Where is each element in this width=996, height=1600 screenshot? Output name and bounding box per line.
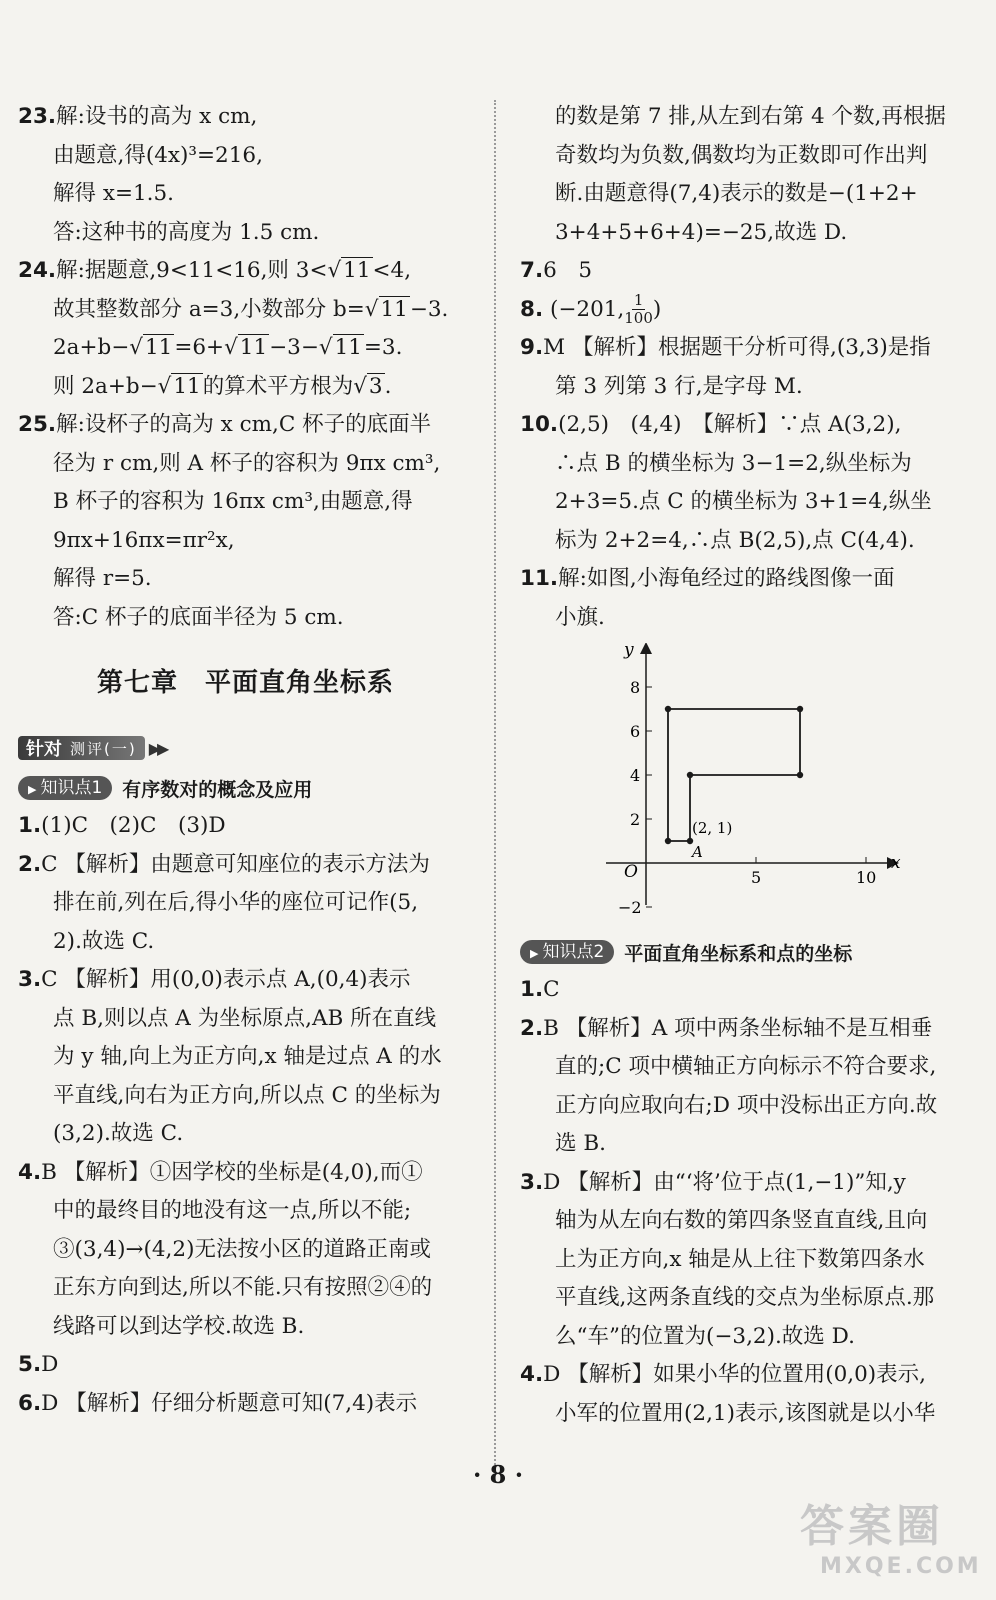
answer-text: 解得 x=1.5. bbox=[53, 181, 175, 206]
answer-line bbox=[520, 483, 975, 522]
answer-text: M 【解析】根据题干分析可得,(3,3)是指 bbox=[543, 335, 931, 360]
answer-line bbox=[520, 971, 975, 1010]
answer-text: C 【解析】由题意可知座位的表示方法为 bbox=[41, 851, 430, 877]
answer-line bbox=[520, 522, 975, 561]
answer-text: 排在前,列在后,得小华的座位可记作(5, bbox=[53, 890, 419, 915]
question-number: 1. bbox=[520, 977, 544, 1002]
answer-text: 答:C 杯子的底面半径为 5 cm. bbox=[53, 604, 344, 630]
double-arrow-icon: ▶▶ bbox=[148, 738, 166, 758]
answer-text: 标为 2+2=4,∴点 B(2,5),点 C(4,4). bbox=[555, 527, 915, 553]
answer-text: 3+4+5+6+4)=−25,故选 D. bbox=[555, 219, 848, 245]
answer-line bbox=[18, 884, 473, 923]
answer-text: 6 5 bbox=[543, 258, 592, 283]
answer-text: D 【解析】如果小华的位置用(0,0)表示, bbox=[543, 1362, 927, 1387]
answer-line bbox=[520, 1010, 975, 1049]
answer-text: 解得 r=5. bbox=[53, 566, 152, 591]
origin-label: O bbox=[624, 862, 638, 882]
y-axis-label: y bbox=[624, 643, 634, 660]
answer-line bbox=[18, 1000, 473, 1039]
answers-23 bbox=[18, 98, 473, 252]
column-divider bbox=[494, 100, 496, 1465]
y-tick-label: 6 bbox=[630, 722, 641, 741]
question-number: 2. bbox=[520, 1015, 544, 1041]
question-number: 7. bbox=[520, 258, 544, 283]
answer-line bbox=[18, 1038, 473, 1077]
answer-text: 答:这种书的高度为 1.5 cm. bbox=[53, 219, 320, 245]
question-number: 4. bbox=[520, 1362, 544, 1387]
answer-line bbox=[18, 1154, 473, 1193]
question-number: 5. bbox=[18, 1352, 42, 1377]
answers-kp2 bbox=[520, 971, 975, 1433]
answer-24 bbox=[18, 252, 473, 406]
answer-line bbox=[18, 1385, 473, 1424]
answer-text: 直的;C 项中横轴正方向标示不符合要求, bbox=[555, 1054, 937, 1079]
x-tick-label: 5 bbox=[751, 868, 762, 887]
answer-line bbox=[520, 137, 975, 176]
answer-line bbox=[520, 406, 975, 445]
knowledge-point-1: ▶ 知识点1 有序数对的概念及应用 bbox=[18, 769, 473, 807]
answer-text: 2+3=5.点 C 的横坐标为 3+1=4,纵坐 bbox=[555, 489, 932, 514]
answer-text: 中的最终目的地没有这一点,所以不能; bbox=[53, 1198, 412, 1223]
section-banner bbox=[18, 731, 473, 765]
answer-text: 平直线,向右为正方向,所以点 C 的坐标为 bbox=[53, 1082, 441, 1108]
answers-kp1 bbox=[18, 807, 473, 1423]
answer-text: 点 B,则以点 A 为坐标原点,AB 所在直线 bbox=[53, 1005, 437, 1031]
question-number: 1. bbox=[18, 813, 42, 838]
answer-line bbox=[520, 1318, 975, 1357]
answer-text: 第 3 列第 3 行,是字母 M. bbox=[555, 373, 803, 399]
y-tick-label: −2 bbox=[618, 898, 642, 917]
answer-line bbox=[18, 560, 473, 599]
answer-line bbox=[520, 1279, 975, 1318]
answer-text: D 【解析】仔细分析题意可知(7,4)表示 bbox=[41, 1390, 418, 1416]
coordinate-plane bbox=[606, 643, 906, 931]
answer-text: 为 y 轴,向上为正方向,x 轴是过点 A 的水 bbox=[53, 1044, 442, 1069]
answer-text: D bbox=[41, 1352, 59, 1377]
point-name-label: A bbox=[692, 843, 703, 861]
answer-line bbox=[520, 1048, 975, 1087]
answer-line bbox=[18, 1077, 473, 1116]
x-axis-label: x bbox=[891, 853, 901, 873]
answer-text: 正方向应取向右;D 项中没标出正方向.故 bbox=[555, 1092, 938, 1118]
question-number: 3. bbox=[18, 967, 42, 992]
answer-line: 2a+b−√11=6+√11−3−√11=3. bbox=[53, 335, 403, 360]
answer-line bbox=[18, 214, 473, 253]
answer-line bbox=[18, 137, 473, 176]
answer-line bbox=[520, 445, 975, 484]
answers-9-11 bbox=[520, 329, 975, 637]
answer-text: (2,5) (4,4) 【解析】∵点 A(3,2), bbox=[558, 412, 902, 437]
answer-text: 小旗. bbox=[555, 604, 605, 630]
answer-line bbox=[18, 923, 473, 962]
turtle-path-graph bbox=[606, 643, 975, 933]
answer-line bbox=[18, 522, 473, 561]
answer-text: 径为 r cm,则 A 杯子的容积为 9πx cm³, bbox=[53, 450, 441, 476]
answer-text: 选 B. bbox=[555, 1131, 606, 1156]
answer-line bbox=[18, 483, 473, 522]
question-number: 9. bbox=[520, 335, 544, 360]
answer-text: 的数是第 7 排,从左到右第 4 个数,再根据 bbox=[555, 104, 946, 129]
answer-line bbox=[18, 1115, 473, 1154]
question-number: 25. bbox=[18, 412, 57, 437]
answer-line bbox=[18, 98, 473, 137]
answer-text: 2).故选 C. bbox=[53, 928, 155, 954]
answer-line bbox=[18, 445, 473, 484]
answer-line bbox=[520, 1356, 975, 1395]
answer-line: 24.解:据题意,9<11<16,则 3<√11<4, bbox=[18, 258, 412, 283]
y-tick-label: 2 bbox=[630, 810, 641, 829]
question-number: 23. bbox=[18, 104, 57, 129]
answer-line bbox=[18, 1308, 473, 1347]
answer-line bbox=[520, 1087, 975, 1126]
chapter-title: 第七章 平面直角坐标系 bbox=[96, 668, 394, 698]
question-number: 11. bbox=[520, 566, 559, 591]
answer-line bbox=[18, 175, 473, 214]
answer-line bbox=[520, 1395, 975, 1434]
banner-box: 针对 测评(一) bbox=[18, 736, 145, 760]
answers-25 bbox=[18, 406, 473, 637]
answer-line bbox=[520, 98, 975, 137]
answers-6-7 bbox=[520, 98, 975, 291]
x-ticks bbox=[751, 857, 876, 887]
question-number: 6. bbox=[18, 1390, 42, 1416]
answer-line bbox=[520, 175, 975, 214]
answer-line bbox=[18, 406, 473, 445]
answer-line bbox=[520, 1202, 975, 1241]
right-column bbox=[520, 98, 975, 1433]
answer-text: 平直线,这两条直线的交点为坐标原点.那 bbox=[555, 1285, 935, 1310]
answer-line bbox=[520, 252, 975, 291]
answer-8: 8. (−201, $\frac{1}{100}$ ) bbox=[520, 291, 662, 327]
question-number: 4. bbox=[18, 1159, 42, 1185]
answer-text: 轴为从左向右数的第四条竖直直线,且向 bbox=[555, 1208, 928, 1233]
answer-text: ∴点 B 的横坐标为 3−1=2,纵坐标为 bbox=[555, 450, 912, 476]
answer-text: D 【解析】由“‘将’位于点(1,−1)”知,y bbox=[543, 1169, 906, 1195]
question-number: 3. bbox=[520, 1169, 544, 1195]
x-tick-label: 10 bbox=[856, 868, 877, 887]
answer-line bbox=[520, 368, 975, 407]
answer-line bbox=[18, 1269, 473, 1308]
answer-text: 解:如图,小海龟经过的路线图像一面 bbox=[558, 566, 895, 591]
answer-text: 么“车”的位置为(−3,2).故选 D. bbox=[555, 1323, 855, 1349]
answer-text: (1)C (2)C (3)D bbox=[41, 813, 226, 838]
page-number: · 8 · bbox=[472, 1460, 524, 1489]
answer-text: (3,2).故选 C. bbox=[53, 1121, 184, 1146]
answer-line bbox=[18, 807, 473, 846]
answer-line bbox=[18, 599, 473, 638]
question-number: 10. bbox=[520, 412, 559, 437]
answer-line bbox=[520, 599, 975, 638]
answer-text: 奇数均为负数,偶数均为正数即可作出判 bbox=[555, 142, 928, 168]
answer-text: B 【解析】①因学校的坐标是(4,0),而① bbox=[41, 1159, 423, 1185]
answer-line bbox=[18, 1231, 473, 1270]
answer-line: 故其整数部分 a=3,小数部分 b=√11−3. bbox=[53, 296, 449, 322]
answer-line bbox=[520, 1125, 975, 1164]
knowledge-point-2: ▶ 知识点2 平面直角坐标系和点的坐标 bbox=[520, 933, 975, 971]
answer-text: 由题意,得(4x)³=216, bbox=[53, 142, 263, 168]
answer-text: 线路可以到达学校.故选 B. bbox=[53, 1313, 305, 1339]
y-tick-label: 4 bbox=[630, 766, 641, 785]
answer-text: 9πx+16πx=πr²x, bbox=[53, 527, 235, 553]
answer-text: B 【解析】A 项中两条坐标轴不是互相垂 bbox=[543, 1015, 933, 1041]
left-column bbox=[18, 98, 473, 1423]
answer-line bbox=[18, 1346, 473, 1385]
answer-text: 断.由题意得(7,4)表示的数是−(1+2+ bbox=[555, 181, 918, 206]
answer-text: 解:设书的高为 x cm, bbox=[56, 104, 258, 129]
answer-text: 解:设杯子的高为 x cm,C 杯子的底面半 bbox=[56, 412, 432, 437]
answer-text: C bbox=[543, 977, 560, 1002]
answer-line bbox=[520, 560, 975, 599]
answer-text: C 【解析】用(0,0)表示点 A,(0,4)表示 bbox=[41, 967, 411, 992]
fraction: $\frac{1}{100}$ bbox=[624, 291, 653, 327]
answer-line bbox=[520, 329, 975, 368]
answer-line: 则 2a+b−√11的算术平方根为√3. bbox=[53, 373, 392, 399]
answer-text: 小军的位置用(2,1)表示,该图就是以小华 bbox=[555, 1400, 936, 1426]
point-coordinate-label: (2, 1) bbox=[692, 819, 733, 837]
answer-line bbox=[18, 1192, 473, 1231]
site-watermark: 答案圈 MXQE.COM bbox=[800, 1501, 982, 1579]
y-tick-label: 8 bbox=[630, 678, 641, 697]
answer-text: 上为正方向,x 轴是从上往下数第四条水 bbox=[555, 1246, 925, 1272]
answer-line bbox=[520, 214, 975, 253]
answer-text: B 杯子的容积为 16πx cm³,由题意,得 bbox=[53, 489, 413, 514]
question-number: 2. bbox=[18, 851, 42, 877]
answer-line bbox=[18, 846, 473, 885]
answer-text: 正东方向到达,所以不能.只有按照②④的 bbox=[53, 1275, 433, 1300]
answer-line bbox=[18, 961, 473, 1000]
answer-line bbox=[520, 1164, 975, 1203]
answer-text: ③(3,4)→(4,2)无法按小区的道路正南或 bbox=[53, 1236, 431, 1262]
answer-line bbox=[520, 1241, 975, 1280]
